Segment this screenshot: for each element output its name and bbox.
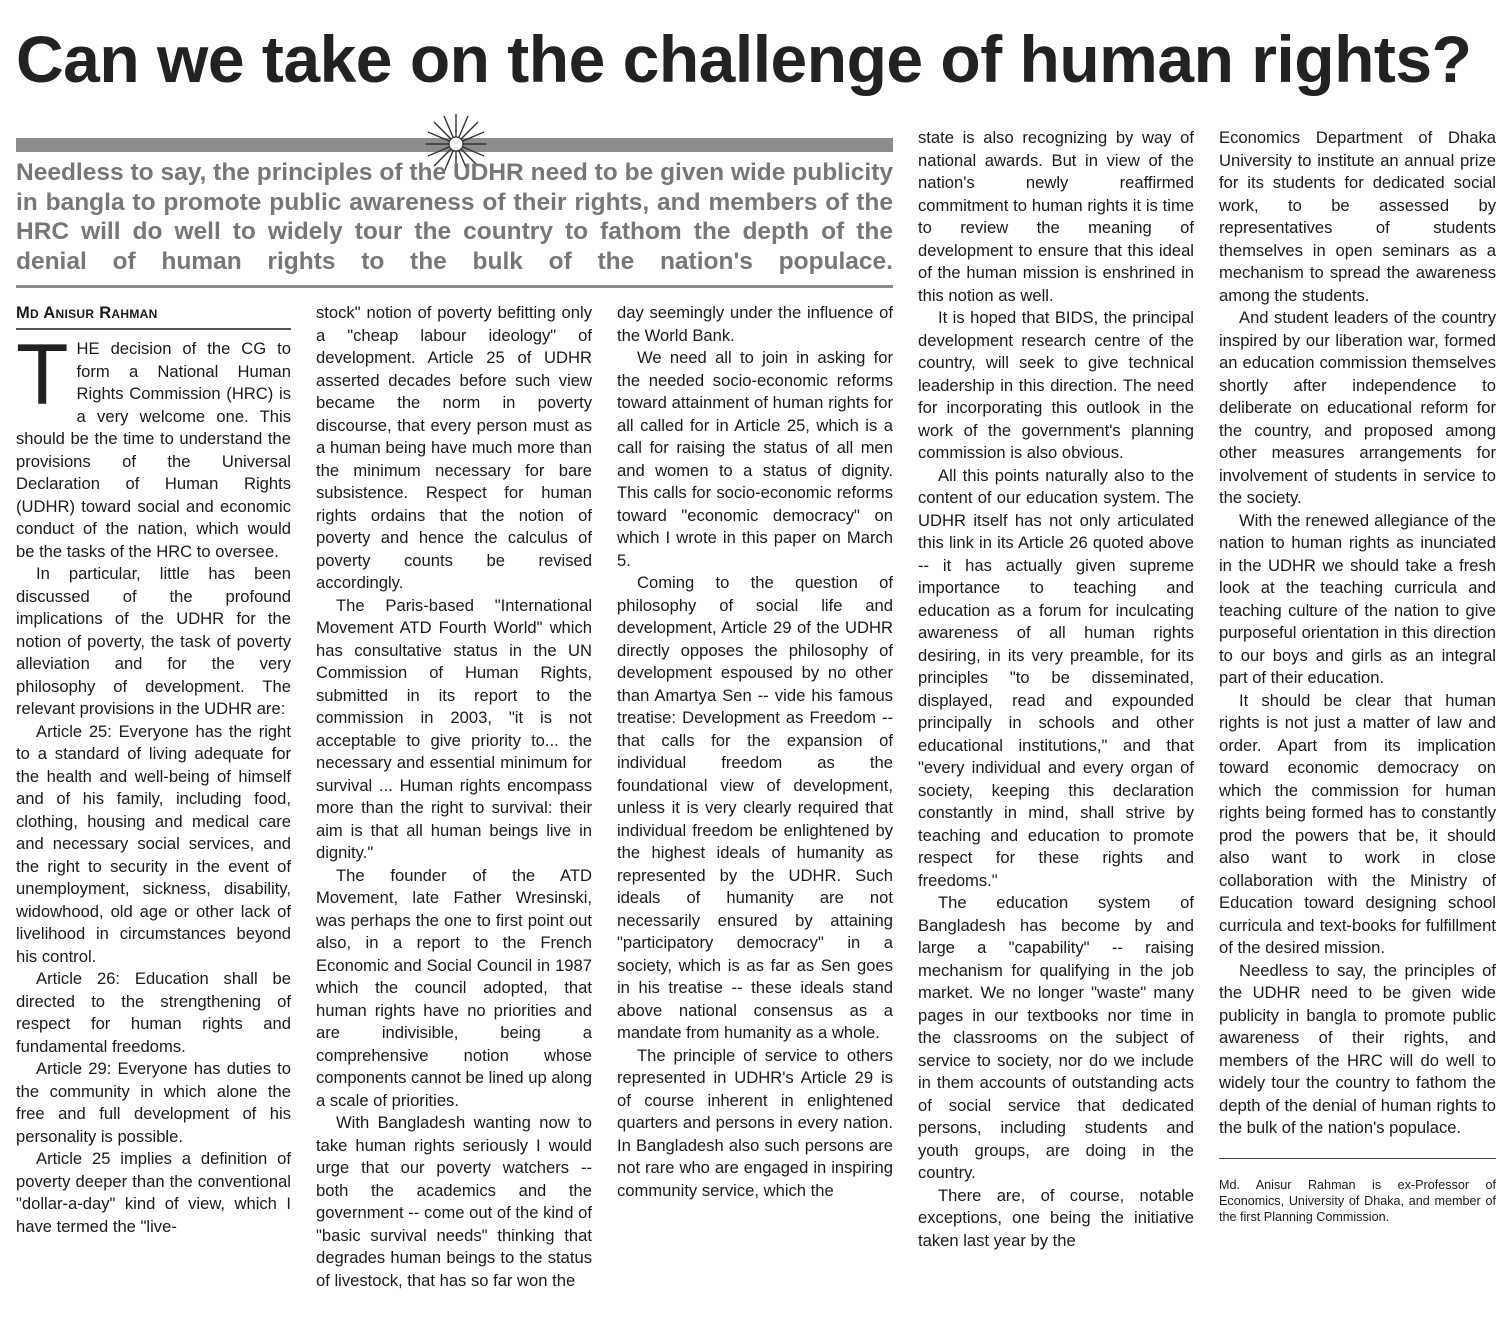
paragraph: We need all to join in asking for the needed socio-economic reforms toward attainment of human rights for all called for in Article 25, which is a call for raising the status of all men and women to a status of dignity. This calls for socio-economic reforms toward "economic democracy" on which I wrote in this paper on March 5. <box>617 348 893 570</box>
article-column-1 <box>16 302 291 1238</box>
paragraph: The founder of the ATD Movement, late Father Wresinski, was perhaps the one to first point out also, in a report to the French Economic and Social Council in 1987 which the council adopted, that human rights have no priorities and are indivisible, being a comprehensive notion whose components cannot be lined up along a scale of priorities. <box>316 865 592 1110</box>
paragraph: state is also recognizing by way of national awards. But in view of the nation's newly reaffirmed commitment to human rights it is time to review the meaning of development to ensure that this ideal of the human mission is enshrined in this notion as well. <box>918 128 1194 305</box>
pull-quote: Needless to say, the principles of the UDHR need to be given wide publicity in bangla to promote public awareness of their rights, and members of the HRC will do well to widely tour the country to fathom the depth of the denial of human rights to the bulk of the nation's populace. <box>16 159 893 275</box>
paragraph: It should be clear that human rights is not just a matter of law and order. Apart from its implication toward economic democracy on which the commission for human rights being formed has to constantly prod the powers that be, it should also want to work in close collaboration with the Ministry of Education toward designing school curricula and text-books for fulfillment of the desired mission. <box>1219 690 1496 957</box>
paragraph: The education system of Bangladesh has become by and large a "capability" -- raising mechanism for qualifying in the job market. We no longer "waste" many pages in our textbooks nor time in the classrooms on the subject of service to society, nor do we include in them accounts of outstanding acts of social service that dedicated persons, including students and youth groups, are doing in the country. <box>918 893 1194 1182</box>
pull-quote-bottom-rule <box>16 285 893 288</box>
paragraph: Coming to the question of philosophy of social life and development, Article 29 of the UDHR directly opposes the philosophy of development espoused by no other than Amartya Sen -- vide his famous treatise: Development as Freedom -- that calls for the expansion of individual freedom as the foundational view of development, unless it is very clearly required that individual freedom be enlightened by the highest ideals of humanity as represented by the UDHR. Such ideals of humanity are not necessarily ensured by attaining "participatory democracy" in a society, which is as far as Sen goes in his treatise -- these ideals stand above national consensus as a mandate from humanity as a whole. <box>617 573 893 1042</box>
paragraph: With the renewed allegiance of the nation to human rights as inunciated in the UDHR we should take a fresh look at the teaching curricula and teaching culture of the nation to give purposeful orientation in this direction to our boys and girls as an integral part of their education. <box>1219 510 1496 687</box>
paragraph: The principle of service to others represented in UDHR's Article 29 is of course inherent in enlightened quarters and persons in every nation. In Bangladesh also such persons are not rare who are engaged in inspiring community service, which the <box>617 1045 893 1200</box>
paragraph: There are, of course, notable exceptions, one being the initiative taken last year by the <box>918 1185 1194 1250</box>
paragraph: Economics Department of Dhaka University to institute an annual prize for its students for dedicated social work, to be assessed by representatives of students themselves in open seminars as a mechanism to spread the awareness among the students. <box>1219 128 1496 305</box>
article-column-4 <box>918 127 1194 1252</box>
paragraph: stock" notion of poverty befitting only a "cheap labour ideology" of development. Article 25 of UDHR asserted decades before such view became the norm in poverty discourse, that every person must as a human being have much more than the minimum necessary for bare subsistence. Respect for human rights ordains that the notion of poverty and hence the calculus of poverty counts be revised accordingly. <box>316 303 592 592</box>
author-bio: Md. Anisur Rahman is ex-Professor of Economics, University of Dhaka, and member of the first Planning Commission. <box>1219 1177 1496 1224</box>
drop-cap: T <box>16 327 69 423</box>
paragraph: Article 26: Education shall be directed to the strengthening of respect for human rights and fundamental freedoms. <box>16 969 291 1056</box>
paragraph: In particular, little has been discussed of the profound implications of the UDHR for the notion of poverty, the task of poverty alleviation and for the very philosophy of development. The relevant provisions in the UDHR are: <box>16 564 291 718</box>
bio-divider <box>1219 1158 1496 1159</box>
paragraph: The Paris-based "International Movement ATD Fourth World" which has consultative status in the UN Commission of Human Rights, submitted in its report to the commission in 2003, "it is not acceptable to give priority to... the necessary and essential minimum for survival ... Human rights encompass more than the right to survival: their aim is that all human beings live in dignity." <box>316 595 592 862</box>
paragraph: Article 25: Everyone has the right to a standard of living adequate for the health and well-being of himself and of his family, including food, clothing, housing and medical care and necessary social services, and the right to security in the event of unemployment, sickness, disability, widowhood, old age or other lack of livelihood in circumstances beyond his control. <box>16 721 291 966</box>
paragraph: With Bangladesh wanting now to take human rights seriously I would urge that our poverty watchers -- both the academics and the government -- come out of the kind of "basic survival needs" thinking that degrades human beings to the status of livestock, that has so far won the <box>316 1113 592 1290</box>
paragraph: And student leaders of the country inspired by our liberation war, formed an education commission themselves shortly after independence to deliberate on educational reform for the country, and proposed among other measures arrangements for involvement of students in service to the society. <box>1219 308 1496 507</box>
paragraph: It is hoped that BIDS, the principal development research centre of the country, will seek to give technical leadership in this direction. The need for incorporating this outlook in the work of the government's planning commission is also obvious. <box>918 308 1194 462</box>
paragraph: day seemingly under the influence of the World Bank. <box>617 303 893 345</box>
headline: Can we take on the challenge of human rights? <box>16 22 1472 96</box>
paragraph: Article 29: Everyone has duties to the community in which alone the free and full development of his personality is possible. <box>16 1059 291 1146</box>
article-column-2 <box>316 302 592 1292</box>
lead-paragraph: THE decision of the CG to form a National Human Rights Commission (HRC) is a very welcome one. This should be the time to understand the provisions of the Universal Declaration of Human Rights (UDHR) toward social and economic conduct of the nation, which would be the tasks of the HRC to oversee. <box>16 327 291 561</box>
paragraph: Article 25 implies a definition of poverty deeper than the conventional "dollar-a-day" kind of view, which I have termed the "live- <box>16 1149 291 1236</box>
byline: Md Anisur Rahman <box>16 302 291 330</box>
paragraph: All this points naturally also to the content of our education system. The UDHR itself has not only articulated this link in its Article 26 quoted above -- it has actually given supreme importance to teaching and education as a forum for inculcating awareness of all human rights desiring, in its very preamble, for its principles "to be disseminated, displayed, read and expounded principally in schools and other educational institutions," and that "every individual and every organ of society, keeping this declaration constantly in mind, shall strive by teaching and education to promote respect for these rights and freedoms." <box>918 465 1194 890</box>
article-column-5 <box>1219 127 1496 1225</box>
article-column-3 <box>617 302 893 1202</box>
paragraph: Needless to say, the principles of the UDHR need to be given wide publicity in bangla to promote public awareness of their rights, and members of the HRC will do well to widely tour the country to fathom the depth of the denial of human rights to the bulk of the nation's populace. <box>1219 960 1496 1137</box>
